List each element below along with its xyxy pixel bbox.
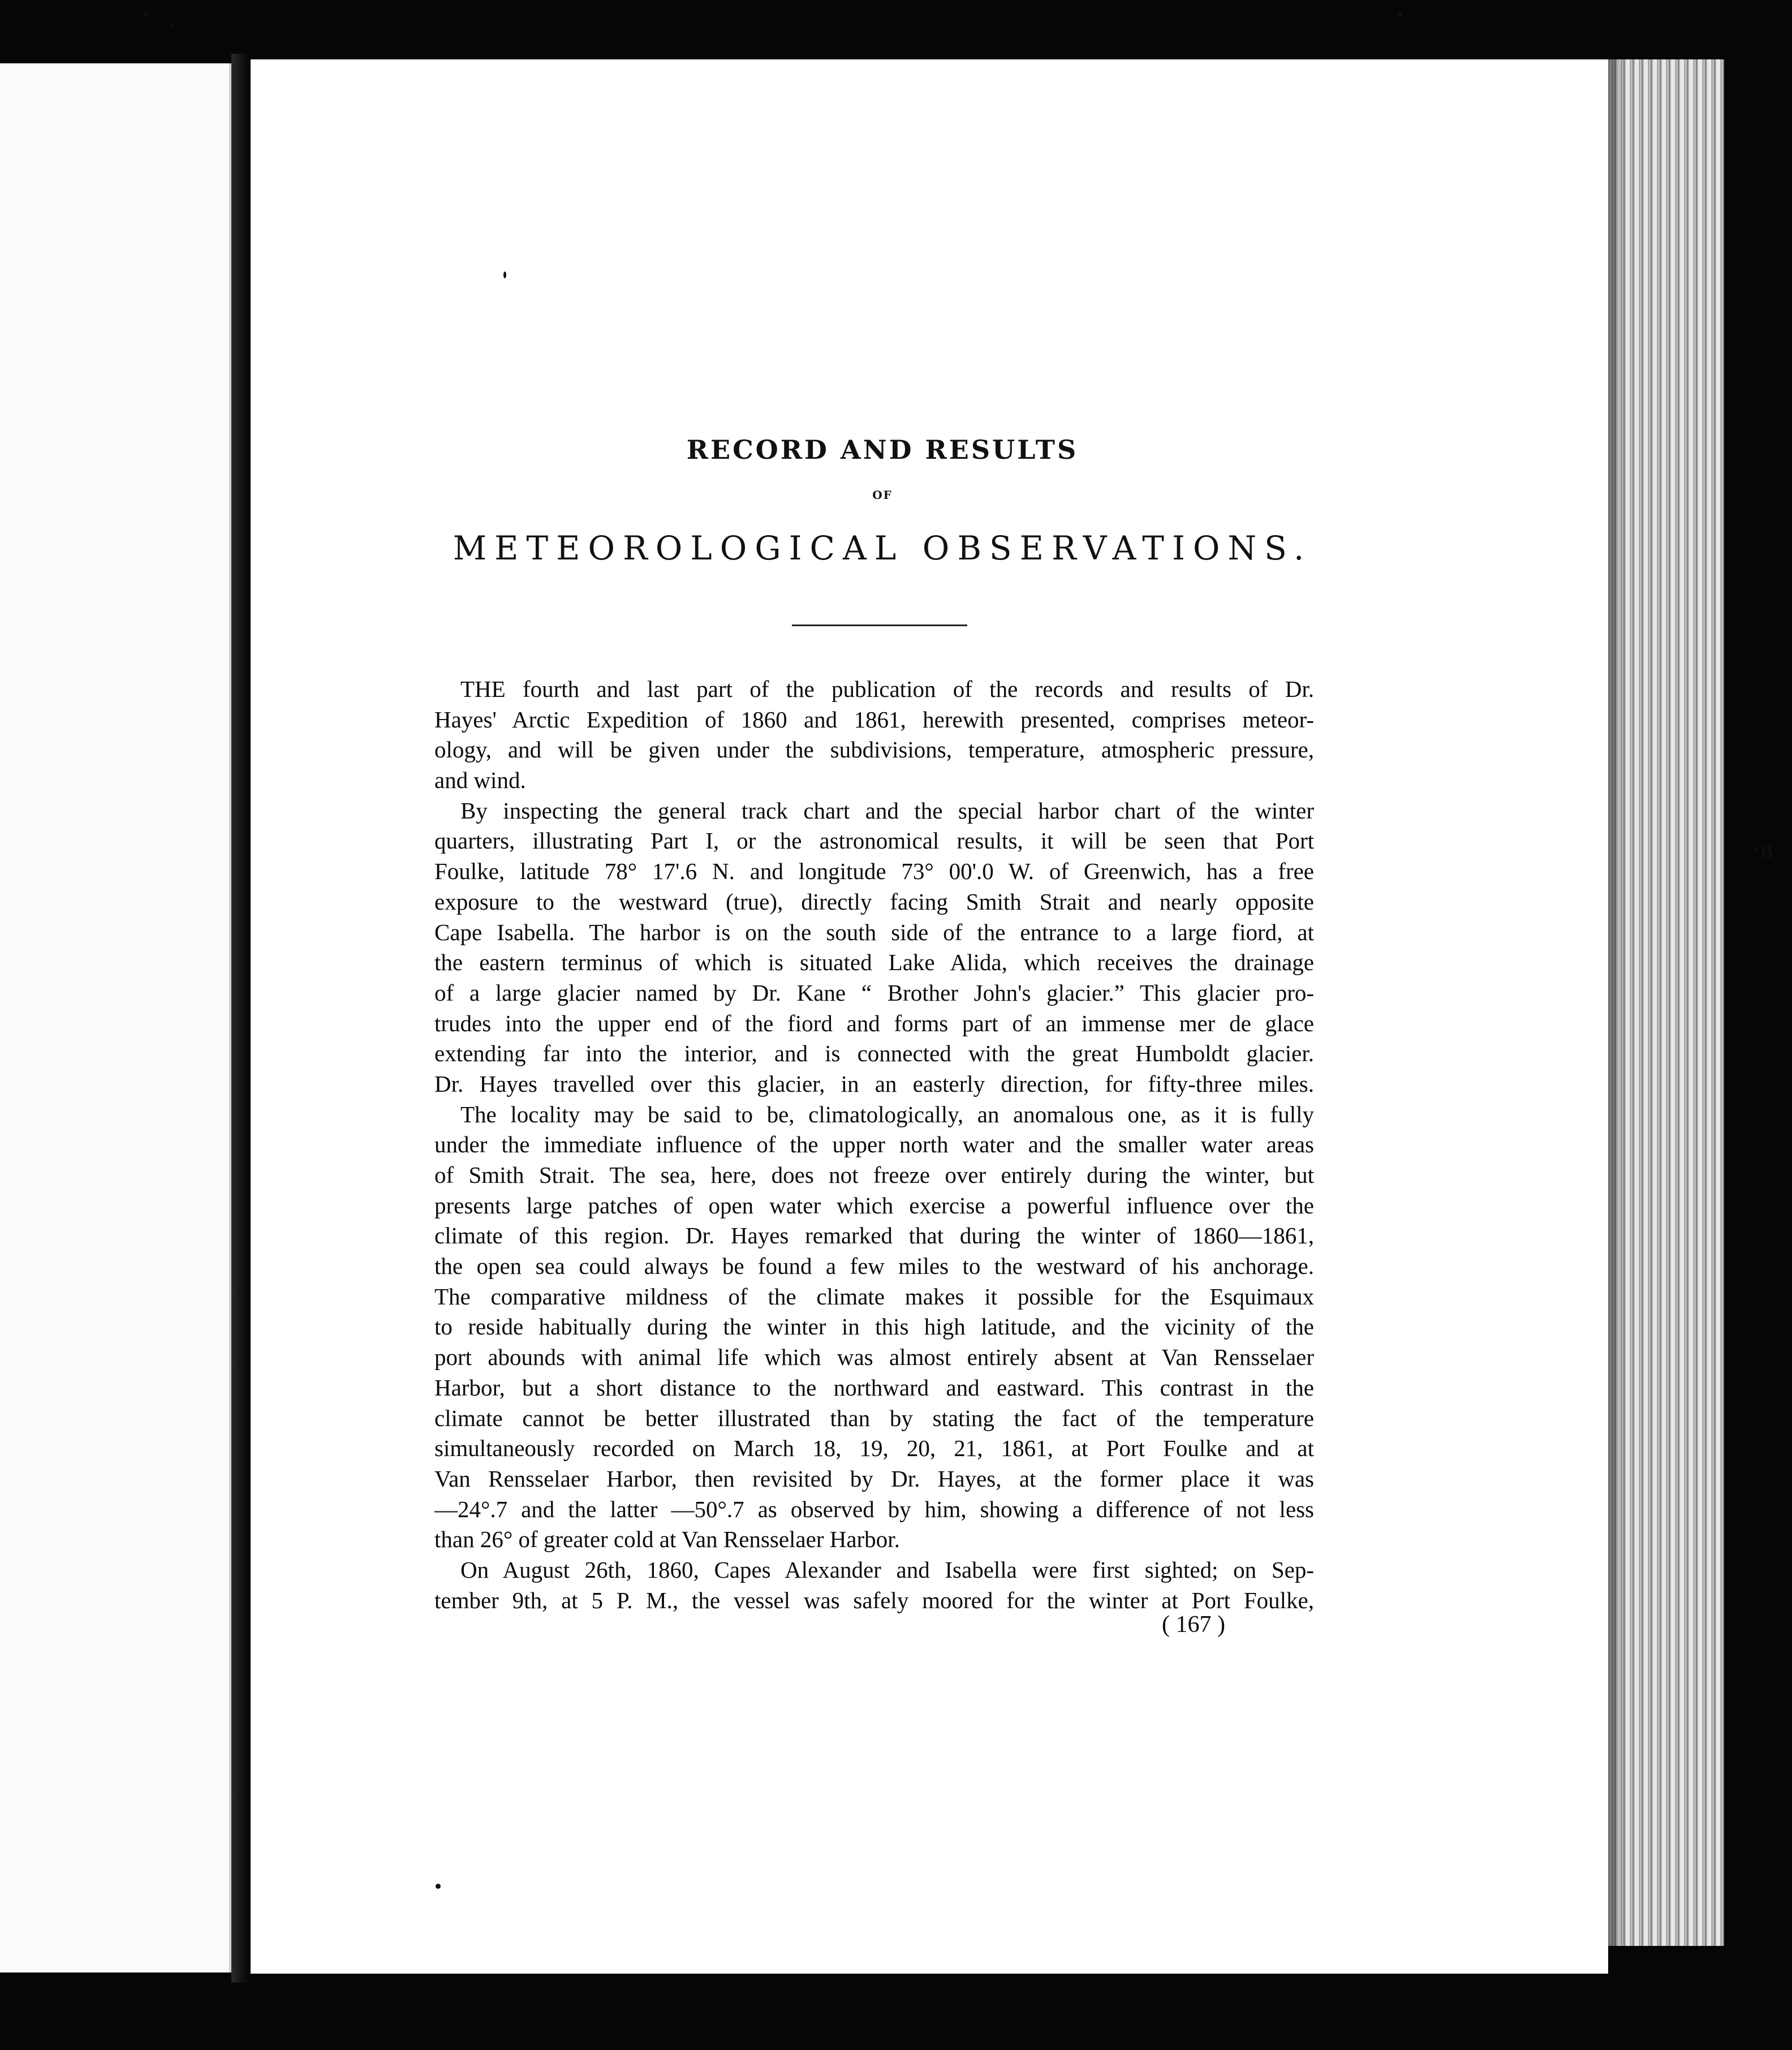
body-line: ology, and will be given under the subdivisions, temperature, atmospheric pressure, xyxy=(434,737,1314,763)
body-line: The comparative mildness of the climate makes it possible for the Esquimaux xyxy=(434,1283,1314,1310)
body-line: On August 26th, 1860, Capes Alexander and Isabella were first sighted; on Sep- xyxy=(460,1556,1314,1583)
body-line: climate cannot be better illustrated than by stating the fact of the temperature xyxy=(434,1405,1314,1431)
title-rule xyxy=(792,625,967,626)
scan-speck xyxy=(144,12,148,16)
body-line: quarters, illustrating Part I, or the astronomical results, it will be seen that Port xyxy=(434,828,1314,854)
body-line: extending far into the interior, and is connected with the great Humboldt glacier. xyxy=(434,1040,1314,1067)
body-line: port abounds with animal life which was almost entirely absent at Van Rensselaer xyxy=(434,1344,1314,1371)
body-text xyxy=(434,674,1314,1616)
page-edges-shadow xyxy=(1608,59,1625,1946)
page-number: ( 167 ) xyxy=(1162,1612,1225,1638)
body-line: climate of this region. Dr. Hayes remarked that during the winter of 1860—1861, xyxy=(434,1222,1314,1249)
body-line: —24°.7 and the latter —50°.7 as observed by him, showing a difference of not less xyxy=(434,1496,1314,1522)
facing-page-left xyxy=(0,63,231,1973)
body-line: tember 9th, at 5 P. M., the vessel was safely moored for the winter at Port Foulke, xyxy=(434,1587,1314,1613)
title-line-2: METEOROLOGICAL OBSERVATIONS. xyxy=(453,529,1312,567)
scan-speck xyxy=(1397,12,1402,17)
body-line: to reside habitually during the winter in this high latitude, and the vicinity of the xyxy=(434,1313,1314,1340)
body-line: the open sea could always be found a few miles to the westward of his anchorage. xyxy=(434,1253,1314,1280)
scan-speck xyxy=(436,1884,441,1889)
scan-speck xyxy=(170,23,173,26)
body-line: of a large glacier named by Dr. Kane “ Brother John's glacier.” This glacier pro- xyxy=(434,979,1314,1006)
body-line: THE fourth and last part of the publication of the records and results of Dr. xyxy=(460,676,1314,702)
page-edges xyxy=(1608,59,1724,1946)
body-line: presents large patches of open water which exercise a powerful influence over the xyxy=(434,1192,1314,1218)
body-line: By inspecting the general track chart and the special harbor chart of the winter xyxy=(460,797,1314,824)
body-line: Harbor, but a short distance to the northward and eastward. This contrast in the xyxy=(434,1374,1314,1401)
body-line: Van Rensselaer Harbor, then revisited by Dr. Hayes, at the former place it was xyxy=(434,1465,1314,1492)
body-line: exposure to the westward (true), directly facing Smith Strait and nearly opposite xyxy=(434,888,1314,915)
body-line: of Smith Strait. The sea, here, does not freeze over entirely during the winter, but xyxy=(434,1162,1314,1188)
body-line: The locality may be said to be, climatologically, an anomalous one, as it is fully xyxy=(460,1101,1314,1127)
body-line: trudes into the upper end of the fiord and forms part of an immense mer de glace xyxy=(434,1010,1314,1036)
book-gutter xyxy=(231,54,251,1983)
title-of: OF xyxy=(872,488,893,502)
body-line: under the immediate influence of the upper north water and the smaller water areas xyxy=(434,1131,1314,1158)
body-line: the eastern terminus of which is situated Lake Alida, which receives the drainage xyxy=(434,949,1314,976)
body-line: Foulke, latitude 78° 17'.6 N. and longitude 73° 00'.0 W. of Greenwich, has a free xyxy=(434,858,1314,885)
margin-mark: ‘B xyxy=(1754,842,1773,863)
body-line: and wind. xyxy=(434,767,526,794)
body-line: than 26° of greater cold at Van Rensselaer Harbor. xyxy=(434,1526,900,1553)
body-line: simultaneously recorded on March 18, 19, 20, 21, 1861, at Port Foulke and at xyxy=(434,1435,1314,1462)
body-line: Dr. Hayes travelled over this glacier, in an easterly direction, for fifty-three miles. xyxy=(434,1070,1314,1097)
title-line-1: RECORD AND RESULTS xyxy=(686,434,1079,465)
body-line: Hayes' Arctic Expedition of 1860 and 1861, herewith presented, comprises meteor- xyxy=(434,706,1314,733)
body-line: Cape Isabella. The harbor is on the south side of the entrance to a large fiord, at xyxy=(434,919,1314,945)
scan-speck xyxy=(503,272,506,278)
